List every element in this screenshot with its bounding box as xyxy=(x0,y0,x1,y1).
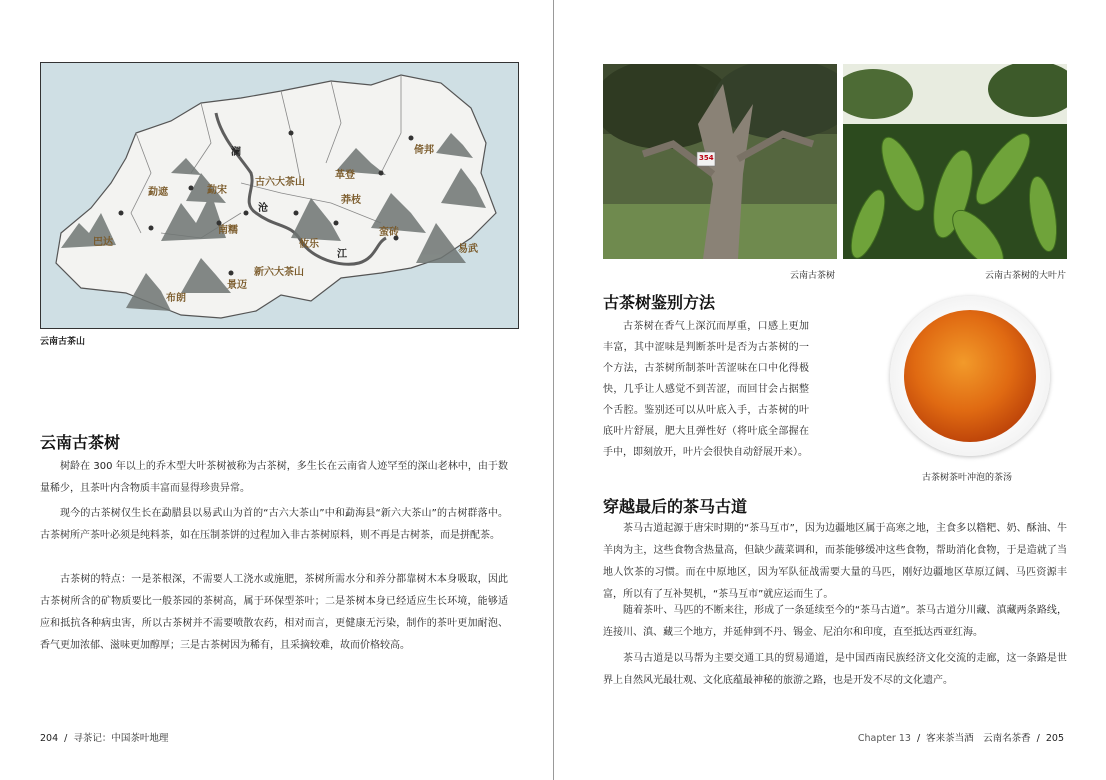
paragraph: 茶马古道起源于唐宋时期的“茶马互市”，因为边疆地区属于高寒之地，主食多以糌粑、奶、酥油、牛羊肉为主，这些食物含热量高，但缺少蔬菜调和，而茶能够缓冲这些食物，帮助消化食物，于是造就了当地人饮茶的习惯。而在中原地区，因为军队征战需要大量的马匹，刚好边疆地区草原辽阔、马匹资源丰富，所以有了互补契机，“茶马互市”就应运而生了。 xyxy=(603,523,1067,600)
tea-soup-caption: 古茶树茶叶冲泡的茶汤 xyxy=(922,473,1013,483)
section-title-identification: 古茶树鉴别方法 xyxy=(603,293,716,312)
tea-soup xyxy=(904,310,1036,442)
paragraph: 茶马古道是以马帮为主要交通工具的贸易通道，是中国西南民族经济文化交流的走廊，这一条路是世界上自然风光最壮观、文化底蕴最神秘的旅游之路，也是开发不尽的文化遗产。 xyxy=(603,653,1067,686)
chapter-title: 客来茶当酒 云南名茶香 xyxy=(926,733,1031,744)
paragraph: 现今的古茶树仅生长在勐腊县以易武山为首的“古六大茶山”中和勐海县“新六大茶山”的古树群落中。古茶树所产茶叶必须是纯料茶，如在压制茶饼的过程加入非古茶树原料，则不再是古树茶，而是拼配茶。 xyxy=(40,508,508,541)
river-char-1: 澜 xyxy=(231,147,241,158)
map-label-mengzhe: 勐遮 xyxy=(148,187,168,198)
map-label-jingmai: 景迈 xyxy=(227,280,247,291)
map-drawing xyxy=(41,63,518,328)
map-label-mangzhi: 莽枝 xyxy=(341,195,361,206)
map-caption: 云南古茶山 xyxy=(40,337,86,347)
map-label-mengsong: 勐宋 xyxy=(207,185,227,196)
map-label-yibang: 倚邦 xyxy=(414,145,434,156)
tree-tag: 354 xyxy=(699,154,714,162)
river-char-3: 江 xyxy=(337,249,347,260)
yunnan-tea-mountain-map xyxy=(40,62,519,329)
map-label-old-six-mountains: 古六大茶山 xyxy=(255,177,305,188)
left-folio: 204 / 寻茶记：中国茶叶地理 xyxy=(40,733,169,744)
paragraph: 随着茶叶、马匹的不断来往，形成了一条延续至今的“茶马古道”。茶马古道分川藏、滇藏两条路线，连接川、滇、藏三个地方，并延伸到不丹、锡金、尼泊尔和印度，直至抵达西亚红海。 xyxy=(603,605,1067,638)
paragraph: 古茶树的特点：一是茶根深，不需要人工浇水或施肥，茶树所需水分和养分都靠树木本身吸取，因此古茶树所含的矿物质要比一般茶园的茶树高，属于环保型茶叶；二是茶树本身已经适应生长环境，能够适应和抵抗各种病虫害，所以古茶树并不需要喷散农药，相对而言，更健康无污染，制作的茶叶更加耐泡、香气更加浓郁、滋味更加醇厚；三是古茶树因为稀有，且采摘较难，故而价格较高。 xyxy=(40,574,508,651)
book-title: 寻茶记：中国茶叶地理 xyxy=(73,733,169,744)
section-title-ancient-tea-trees: 云南古茶树 xyxy=(40,433,121,452)
right-folio: Chapter 13 / 客来茶当酒 云南名茶香 / 205 xyxy=(857,733,1064,744)
ancient-tea-tree-photo xyxy=(603,64,837,259)
right-page xyxy=(554,0,1106,780)
map-label-manzhuan: 蛮砖 xyxy=(379,227,399,238)
leaf-image xyxy=(843,64,1067,259)
tea-soup-photo xyxy=(890,296,1050,456)
map-label-gedeng: 革登 xyxy=(335,170,355,181)
tree-photo-caption: 云南古茶树 xyxy=(790,271,836,281)
tea-leaf-photo xyxy=(843,64,1067,259)
paragraph: 古茶树在香气上深沉而厚重，口感上更加丰富，其中涩味是判断茶叶是否为古茶树的一个方法，古茶树所制茶叶苦涩味在口中化得极快，几乎让人感觉不到苦涩，而回甘会占据整个舌腔。鉴别还可以从叶底入手，古茶树的叶底叶片舒展，肥大且弹性好（将叶底全部握在手中，即刻放开，叶片会很快自动舒展开来）。 xyxy=(603,321,809,458)
map-label-yiwu: 易武 xyxy=(458,244,478,255)
page-number: 204 xyxy=(40,733,59,744)
map-label-bulang: 布朗 xyxy=(166,293,186,304)
paragraph: 树龄在 300 年以上的乔木型大叶茶树被称为古茶树，多生长在云南省人迹罕至的深山老林中，由于数量稀少，且茶叶内含物质丰富而显得珍贵异常。 xyxy=(40,461,508,494)
page-number: 205 xyxy=(1045,733,1064,744)
chapter-label: Chapter 13 xyxy=(857,733,911,744)
section-title-tea-horse-road: 穿越最后的茶马古道 xyxy=(603,497,748,516)
map-label-new-six-mountains: 新六大茶山 xyxy=(254,267,304,278)
river-char-2: 沧 xyxy=(258,203,268,214)
map-label-youle: 攸乐 xyxy=(299,239,319,250)
map-label-nannuo: 南糯 xyxy=(218,225,238,236)
tree-image xyxy=(603,64,837,259)
map-land xyxy=(56,75,496,318)
leaf-photo-caption: 云南古茶树的大叶片 xyxy=(985,271,1067,281)
map-label-badai: 巴达 xyxy=(93,237,113,248)
